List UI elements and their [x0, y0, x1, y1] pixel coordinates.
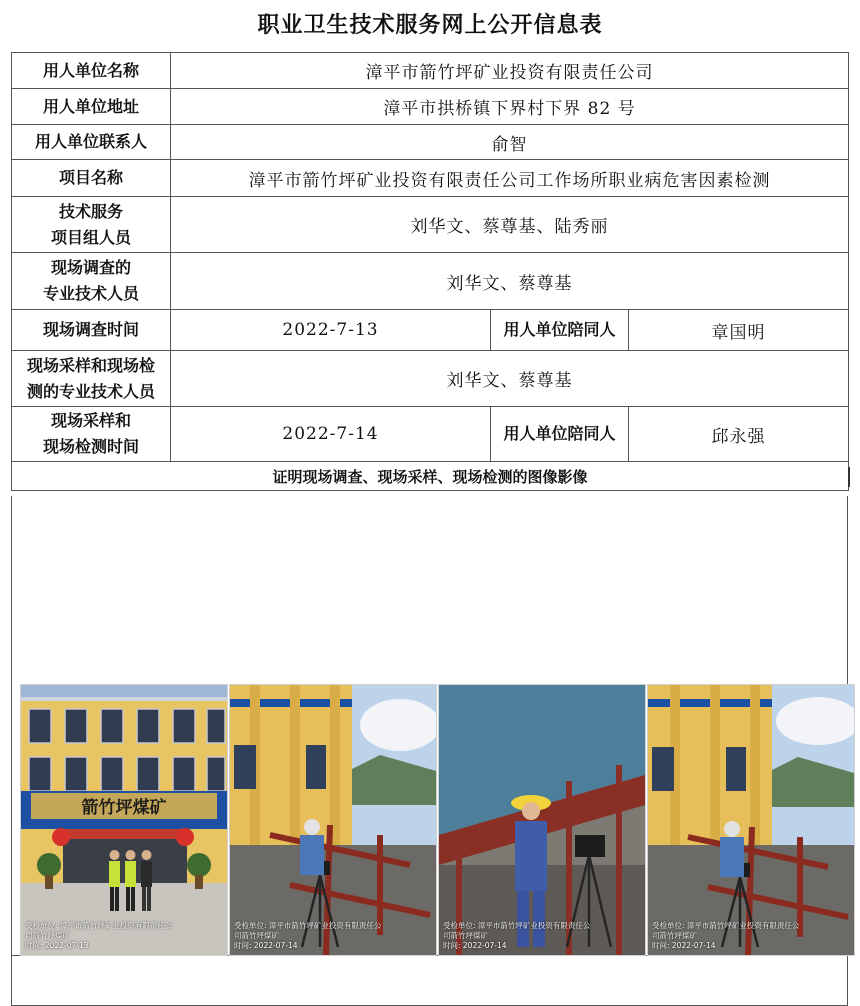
table-edge-mark	[848, 467, 850, 487]
sampling-staff-label-line1: 现场采样和现场检	[26, 355, 155, 375]
survey-companion-label: 用人单位陪同人	[491, 310, 629, 351]
project-name-label: 项目名称	[12, 160, 171, 197]
survey-time-value: 2022-7-13	[171, 310, 491, 351]
page-title: 职业卫生技术服务网上公开信息表	[257, 13, 603, 38]
row-project-name	[12, 160, 849, 197]
survey-staff-value: 刘华文、蔡尊基	[171, 253, 849, 310]
photo-stamp	[25, 921, 172, 951]
survey-time-label: 现场调查时间	[12, 310, 171, 351]
row-survey-staff	[12, 253, 849, 310]
photo-stamp-line: 时间: 2022-07-14	[234, 941, 298, 950]
row-contact	[12, 125, 849, 160]
photo-stamp-line: 受检单位: 漳平市箭竹坪矿业投资有限责任公	[234, 921, 382, 930]
row-employer-name	[12, 53, 849, 89]
contact-label: 用人单位联系人	[12, 125, 171, 160]
photo-stamp-line: 受检单位: 漳平市箭竹坪矿业投资有限责任公	[443, 921, 591, 930]
sampling-companion-label: 用人单位陪同人	[491, 407, 629, 462]
row-team	[12, 197, 849, 253]
survey-staff-label	[12, 253, 171, 310]
employer-name-value: 漳平市箭竹坪矿业投资有限责任公司	[171, 53, 849, 89]
photo-stamp-line: 时间: 2022-07-14	[652, 941, 716, 950]
sampling-time-label-line1: 现场采样和	[50, 411, 131, 430]
employer-name-label: 用人单位名称	[12, 53, 171, 89]
sampling-time-label-line2: 现场检测时间	[42, 437, 139, 456]
photo-stamp-line: 司箭竹坪煤矿	[25, 931, 70, 940]
sampling-time-value: 2022-7-14	[171, 407, 491, 462]
photo-sampling-site-2	[438, 684, 646, 956]
photo-sampling-site-1	[229, 684, 437, 956]
photo-sampling-site-3	[647, 684, 855, 956]
sampling-staff-label-line2: 测的专业技术人员	[26, 381, 155, 401]
images-heading: 证明现场调查、现场采样、现场检测的图像影像	[12, 462, 849, 491]
photo-stamp-line: 司箭竹坪煤矿	[652, 931, 697, 940]
survey-companion-value: 章国明	[629, 310, 849, 351]
photo-building-entrance-image	[21, 685, 227, 955]
row-employer-address	[12, 89, 849, 125]
team-label-line2: 项目组人员	[50, 227, 131, 247]
row-sampling-staff	[12, 351, 849, 407]
photo-stamp-line: 受检单位: 漳平市箭竹坪矿业投资有限责任公	[25, 921, 173, 930]
row-images-heading	[12, 462, 849, 491]
survey-staff-label-line1: 现场调查的	[50, 258, 131, 277]
team-value: 刘华文、蔡尊基、陆秀丽	[171, 197, 849, 253]
photo-stamp-line: 时间: 2022-07-14	[443, 941, 507, 950]
photo-stamp-line: 司箭竹坪煤矿	[443, 931, 488, 940]
photo-building-entrance	[20, 684, 228, 956]
survey-staff-label-line2: 专业技术人员	[42, 284, 139, 303]
employer-address-label: 用人单位地址	[12, 89, 171, 125]
sampling-staff-value: 刘华文、蔡尊基	[171, 351, 849, 407]
sampling-companion-value: 邱永强	[629, 407, 849, 462]
team-label	[12, 197, 171, 253]
sampling-staff-label	[12, 351, 171, 407]
photo-stamp-line: 司箭竹坪煤矿	[234, 931, 279, 940]
photo-stamp	[443, 921, 590, 951]
building-sign-text: 箭竹坪煤矿	[81, 798, 167, 818]
photo-stamp	[652, 921, 799, 951]
photo-sampling-site-1-image	[230, 685, 436, 955]
project-name-value: 漳平市箭竹坪矿业投资有限责任公司工作场所职业病危害因素检测	[171, 160, 849, 197]
photo-stamp-line: 受检单位: 漳平市箭竹坪矿业投资有限责任公	[652, 921, 800, 930]
info-table	[11, 52, 849, 491]
photo-stamp-line: 时间: 2022-07-13	[25, 941, 89, 950]
employer-address-value: 漳平市拱桥镇下界村下界 82 号	[171, 89, 849, 125]
photo-sampling-site-3-image	[648, 685, 854, 955]
sampling-time-label	[12, 407, 171, 462]
row-survey-time	[12, 310, 849, 351]
team-label-line1: 技术服务	[58, 201, 123, 221]
photo-stamp	[234, 921, 381, 951]
contact-value: 俞智	[171, 125, 849, 160]
row-sampling-time	[12, 407, 849, 462]
photo-sampling-site-2-image	[439, 685, 645, 955]
